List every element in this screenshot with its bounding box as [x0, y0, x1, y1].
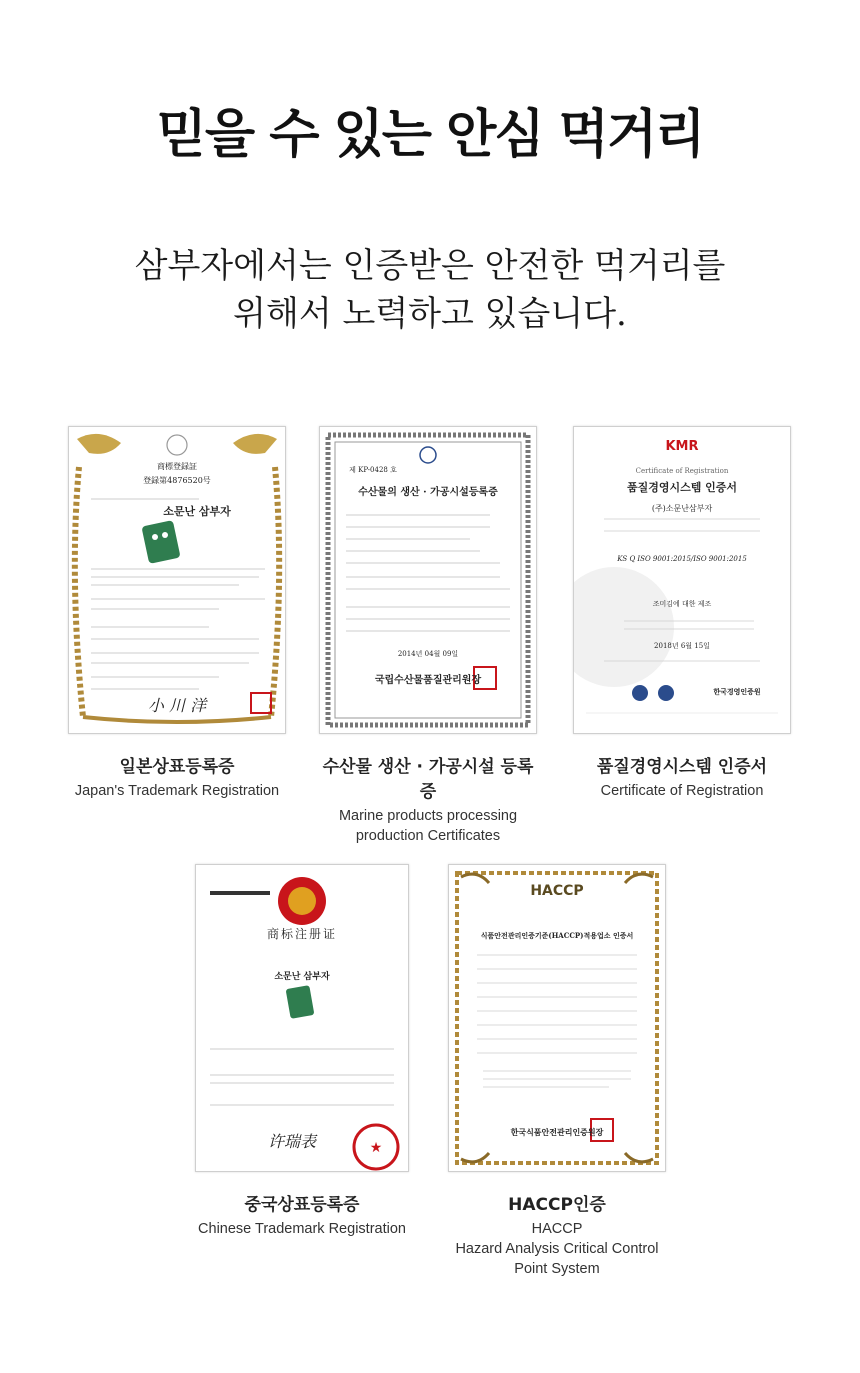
kmr-scope: 조미김에 대한 제조	[652, 600, 712, 608]
caption-subtitle-line-2: production Certificates	[355, 828, 501, 844]
certificate-card-marine	[319, 426, 537, 846]
caption-subtitle-line-2: Hazard Analysis Critical Control	[455, 1241, 659, 1257]
intro-text	[0, 242, 860, 338]
haccp-certificate-image	[448, 864, 666, 1172]
china-signature: 许瑞表	[267, 1132, 316, 1151]
caption-title: 품질경영시스템 인증서	[596, 757, 768, 777]
caption-subtitle-line-1: HACCP	[531, 1221, 583, 1237]
intro-line-2: 위해서 노력하고 있습니다.	[233, 294, 627, 334]
ornate-border-graphic	[69, 427, 285, 733]
haccp-doc-title: 식품안전관리인증기준(HACCP)적용업소 인증서	[480, 931, 634, 940]
china-doc-title: 商标注册证	[266, 927, 337, 941]
marine-certificate-image	[319, 426, 537, 734]
kmr-certificate-image	[573, 426, 791, 734]
kmr-logo: KMR	[665, 439, 699, 454]
caption-subtitle: Japan's Trademark Registration	[74, 783, 280, 799]
intro-line-1: 삼부자에서는 인증받은 안전한 먹거리를	[134, 246, 726, 286]
certificate-card-kmr	[573, 426, 791, 801]
caption-title: HACCP인증	[508, 1195, 606, 1215]
haccp-doc-header: HACCP	[530, 883, 584, 899]
marine-doc-number: 제 KP-0428 호	[349, 466, 397, 474]
marine-doc-issuer: 국립수산물품질관리원장	[374, 675, 482, 686]
certificate-card-japan	[68, 426, 286, 801]
caption-title: 수산물 생산 · 가공시설 등록증	[322, 757, 534, 802]
caption-subtitle-line-1: Marine products processing	[338, 808, 518, 824]
caption-title: 중국상표등록증	[244, 1195, 360, 1215]
caption-subtitle: Certificate of Registration	[600, 783, 764, 799]
japan-brand-logo: 소문난 삼부자	[163, 505, 231, 518]
china-trademark-certificate-image	[195, 864, 409, 1172]
kmr-issuer: 한국경영인증원	[713, 687, 761, 696]
kmr-standard: KS Q ISO 9001:2015/ISO 9001:2015	[617, 555, 747, 563]
japan-signature: 小 川 洋	[147, 696, 207, 715]
marine-doc-title: 수산물의 생산 · 가공시설등록증	[358, 487, 498, 498]
caption-subtitle: Chinese Trademark Registration	[198, 1221, 406, 1237]
svg-text:★: ★	[369, 1140, 383, 1156]
japan-doc-number: 登録第4876520号	[143, 476, 211, 485]
marine-doc-date: 2014년 04월 09일	[397, 650, 459, 658]
certificate-card-china	[195, 864, 409, 1239]
certificate-card-haccp	[448, 864, 666, 1279]
japan-doc-title: 商標登録証	[157, 462, 197, 471]
china-emblem-graphic	[196, 865, 408, 1171]
kmr-doc-title: 품질경영시스템 인증서	[626, 481, 738, 494]
haccp-doc-issuer: 한국식품안전관리인증원장	[510, 1127, 604, 1137]
haccp-border-graphic	[449, 865, 665, 1171]
caption-subtitle-line-3: Point System	[514, 1261, 600, 1277]
japan-trademark-certificate-image	[68, 426, 286, 734]
kmr-doc-subtitle: Certificate of Registration	[635, 467, 729, 475]
caption-title: 일본상표등록증	[119, 757, 235, 777]
kmr-company: (주)소문난삼부자	[651, 504, 713, 513]
kmr-date: 2018년 6월 15일	[654, 642, 710, 650]
china-brand-logo: 소문난 삼부자	[274, 972, 330, 982]
page-headline: 믿을 수 있는 안심 먹거리	[156, 105, 704, 165]
